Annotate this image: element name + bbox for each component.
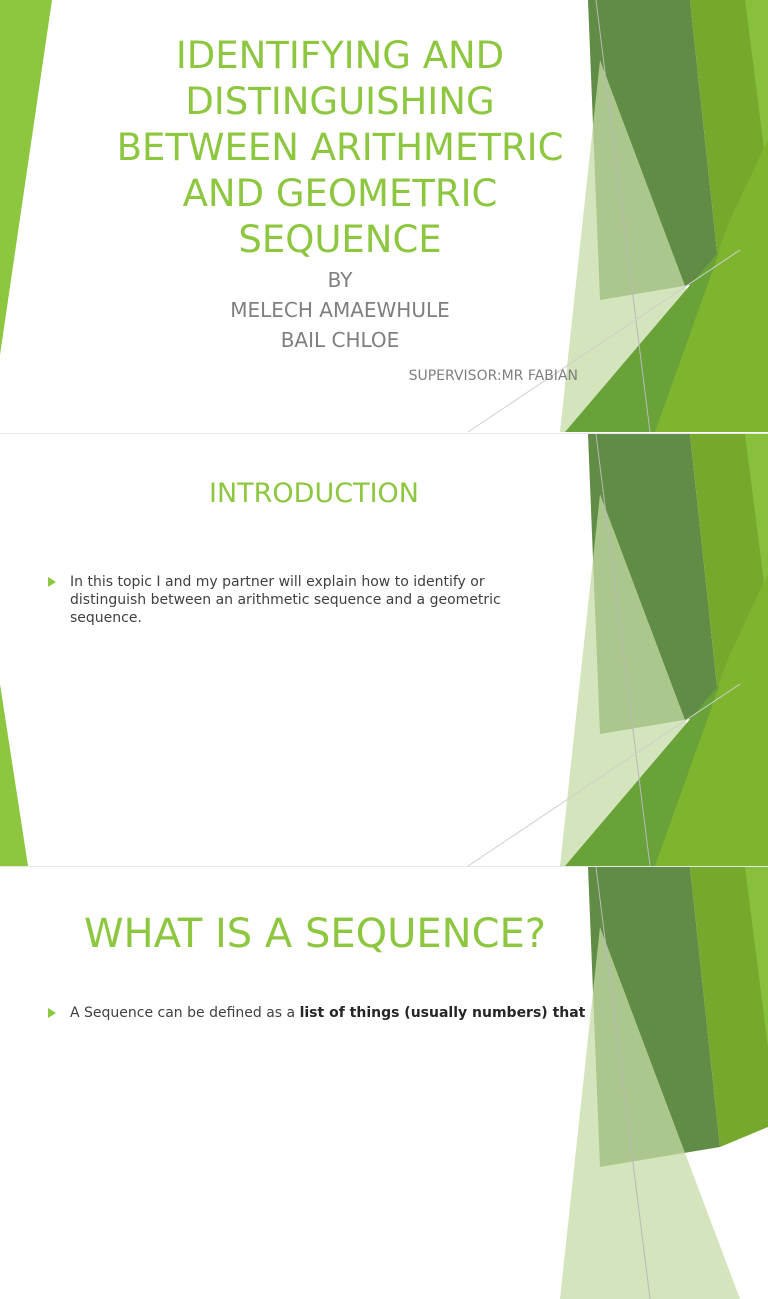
slide-title	[100, 33, 580, 263]
bullet-item	[48, 1004, 586, 1022]
arrow-bullet-icon	[48, 577, 56, 587]
title-line: SEQUENCE	[238, 218, 442, 261]
bullet-text: In this topic I and my partner will explain how to identify or distinguish between an arithmetic sequence and a geometric sequence.	[70, 574, 501, 626]
title-slide	[0, 0, 768, 432]
author-name: MELECH AMAEWHULE	[230, 298, 450, 322]
supervisor-label: SUPERVISOR:MR FABIAN	[408, 368, 578, 384]
title-line: AND GEOMETRIC	[182, 172, 498, 215]
bullet-text	[70, 1004, 585, 1022]
introduction-slide	[0, 433, 768, 866]
author-name: BAIL CHLOE	[280, 328, 400, 352]
slide-heading: INTRODUCTION	[209, 478, 419, 509]
bullet-text-start: A Sequence can be defined as a	[70, 1005, 300, 1021]
title-line: IDENTIFYING AND	[175, 34, 505, 77]
title-line: DISTINGUISHING	[185, 80, 495, 123]
slide-heading: WHAT IS A SEQUENCE?	[83, 911, 547, 957]
bullet-item	[48, 573, 518, 627]
by-label: BY	[327, 268, 353, 292]
arrow-bullet-icon	[48, 1008, 56, 1018]
title-line: BETWEEN ARITHMETRIC	[116, 126, 564, 169]
bullet-text-bold: list of things (usually numbers) that	[299, 1005, 586, 1021]
title-block	[100, 33, 580, 355]
sequence-definition-slide	[0, 866, 768, 1299]
